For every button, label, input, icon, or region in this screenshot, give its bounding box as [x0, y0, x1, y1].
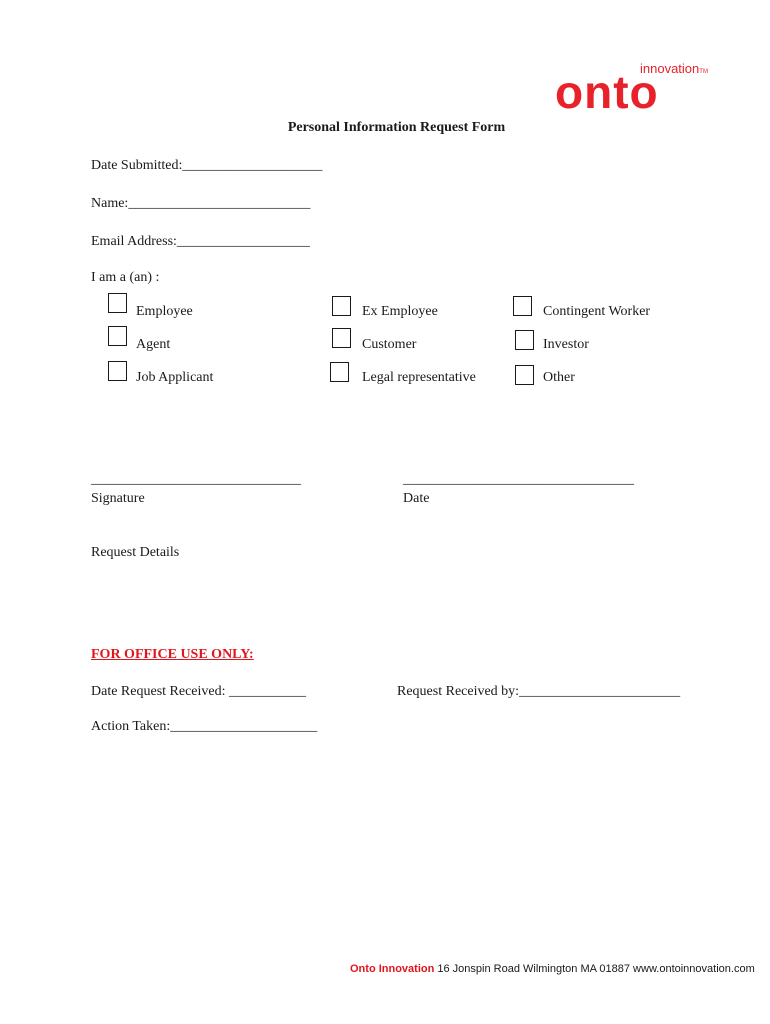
checkbox-employee[interactable]	[108, 293, 127, 313]
trademark-mark: TM	[699, 69, 708, 75]
name-field[interactable]: Name:__________________________	[91, 196, 311, 211]
role-label-agent: Agent	[136, 337, 171, 352]
page-footer	[350, 963, 755, 975]
checkbox-ex-employee[interactable]	[332, 296, 351, 316]
date-submitted-field[interactable]: Date Submitted:____________________	[91, 158, 323, 173]
request-received-by-field[interactable]: Request Received by:_______________________	[397, 684, 681, 699]
signature-label: Signature	[91, 491, 145, 506]
footer-brand: Onto Innovation	[350, 963, 435, 975]
checkbox-other[interactable]	[515, 365, 534, 385]
checkbox-legal-representative[interactable]	[330, 362, 349, 382]
office-use-heading: FOR OFFICE USE ONLY:	[91, 647, 254, 662]
role-label-investor: Investor	[543, 337, 589, 352]
checkbox-agent[interactable]	[108, 326, 127, 346]
date-line[interactable]: _________________________________	[403, 472, 634, 487]
checkbox-contingent-worker[interactable]	[513, 296, 532, 316]
role-label-job-applicant: Job Applicant	[136, 370, 214, 385]
date-request-received-field[interactable]: Date Request Received: ___________	[91, 684, 307, 699]
signature-line[interactable]: ______________________________	[91, 472, 301, 487]
form-title: Personal Information Request Form	[287, 120, 506, 135]
checkbox-job-applicant[interactable]	[108, 361, 127, 381]
action-taken-field[interactable]: Action Taken:_____________________	[91, 719, 318, 734]
role-label-other: Other	[543, 370, 575, 385]
role-label-legal-representative: Legal representative	[362, 370, 476, 385]
logo-tagline: innovationTM	[640, 61, 708, 76]
role-label-contingent-worker: Contingent Worker	[543, 304, 651, 319]
i-am-label: I am a (an) :	[91, 270, 160, 285]
checkbox-customer[interactable]	[332, 328, 351, 348]
request-details-label: Request Details	[91, 545, 180, 560]
email-field[interactable]: Email Address:___________________	[91, 234, 310, 249]
role-label-employee: Employee	[136, 304, 193, 319]
footer-address: 16 Jonspin Road Wilmington MA 01887 www.ontoinnovation.com	[434, 963, 755, 975]
date-label: Date	[403, 491, 430, 506]
role-label-customer: Customer	[362, 337, 417, 352]
role-label-ex-employee: Ex Employee	[362, 304, 438, 319]
checkbox-investor[interactable]	[515, 330, 534, 350]
logo-wordmark-text: onto	[555, 66, 659, 114]
